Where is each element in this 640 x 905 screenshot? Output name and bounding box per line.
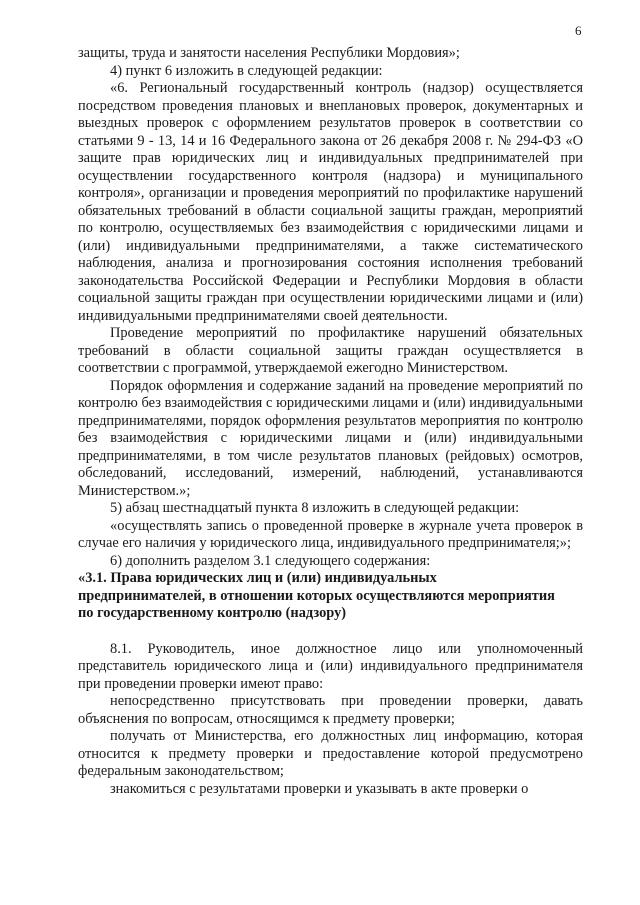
document-body [78,45,583,798]
paragraph-point-6: «6. Региональный государственный контроль (надзор) осуществляется посредством проведения плановых и внеплановых проверок, документарных и выездных проверок с оформлением результатов проверок в соответствии со статьями 9 - 13, 14 и 16 Федерального закона от 26 декабря 2008 г. № 294-ФЗ «О защите прав юридических лиц и индивидуальных предпринимателей при осуществлении государственного контроля (надзора) и муниципального контроля», организации и проведения мероприятий по профилактике нарушений обязательных требований в области социальной защиты граждан, мероприятий по контролю, осуществляемых без взаимодействия с юридическими лицами и (или) индивидуальными предпринимателями, а также систематического наблюдения, анализа и прогнозирования состояния исполнения требований законодательства Российской Федерации и Республики Мордовия в области социальной защиты граждан при осуществлении юридическими лицами и (или) индивидуальными предпринимателями своей деятельности. [78,80,583,324]
section-heading-line: по государственному контролю (надзору) [78,605,347,621]
paragraph-right-review: знакомиться с результатами проверки и указывать в акте проверки о [110,780,529,797]
paragraph-journal-record: «осуществлять запись о проведенной проверке в журнале учета проверок в случае его наличия у юридического лица, индивидуального предпринимателя;»; [78,517,583,551]
page-number: 6 [575,23,582,38]
section-heading-line: предпринимателей, в отношении которых осуществляются мероприятия [78,587,555,604]
paragraph-prevention: Проведение мероприятий по профилактике нарушений обязательных требований в области социальной защиты граждан осуществляется в соответствии с программой, утверждаемой ежегодно Министерством. [78,325,583,376]
paragraph-procedure: Порядок оформления и содержание заданий на проведение мероприятий по контролю без взаимодействия с юридическими лицами и (или) индивидуальными предпринимателями, порядок оформления результатов мероприятия по контролю без взаимодействия с юридическими лицами и (или) индивидуальными предпринимателями, в том числе результатов плановых (рейдовых) осмотров, обследований, исследований, измерений, наблюдений, устанавливаются Министерством.»; [78,377,583,499]
paragraph-right-information: получать от Министерства, его должностных лиц информацию, которая относится к предмету проверки и предоставление которой предусмотрено федеральным законодательством; [78,728,583,779]
section-heading-line: «3.1. Права юридических лиц и (или) индивидуальных [78,570,437,586]
paragraph-right-attend: непосредственно присутствовать при проведении проверки, давать объяснения по вопросам, относящимся к предмету проверки; [78,693,583,727]
section-heading [78,570,583,623]
heading-spacer [78,623,583,641]
paragraph-item-5: 5) абзац шестнадцатый пункта 8 изложить в следующей редакции: [110,500,520,516]
paragraph-item-4: 4) пункт 6 изложить в следующей редакции: [110,62,383,79]
paragraph-8-1: 8.1. Руководитель, иное должностное лицо или уполномоченный представитель юридического лица и (или) индивидуального предпринимателя при проведении проверки имеют право: [78,640,583,692]
paragraph-continuation: защиты, труда и занятости населения Республики Мордовия»; [78,45,460,61]
paragraph-item-6: 6) дополнить разделом 3.1 следующего содержания: [110,552,431,569]
